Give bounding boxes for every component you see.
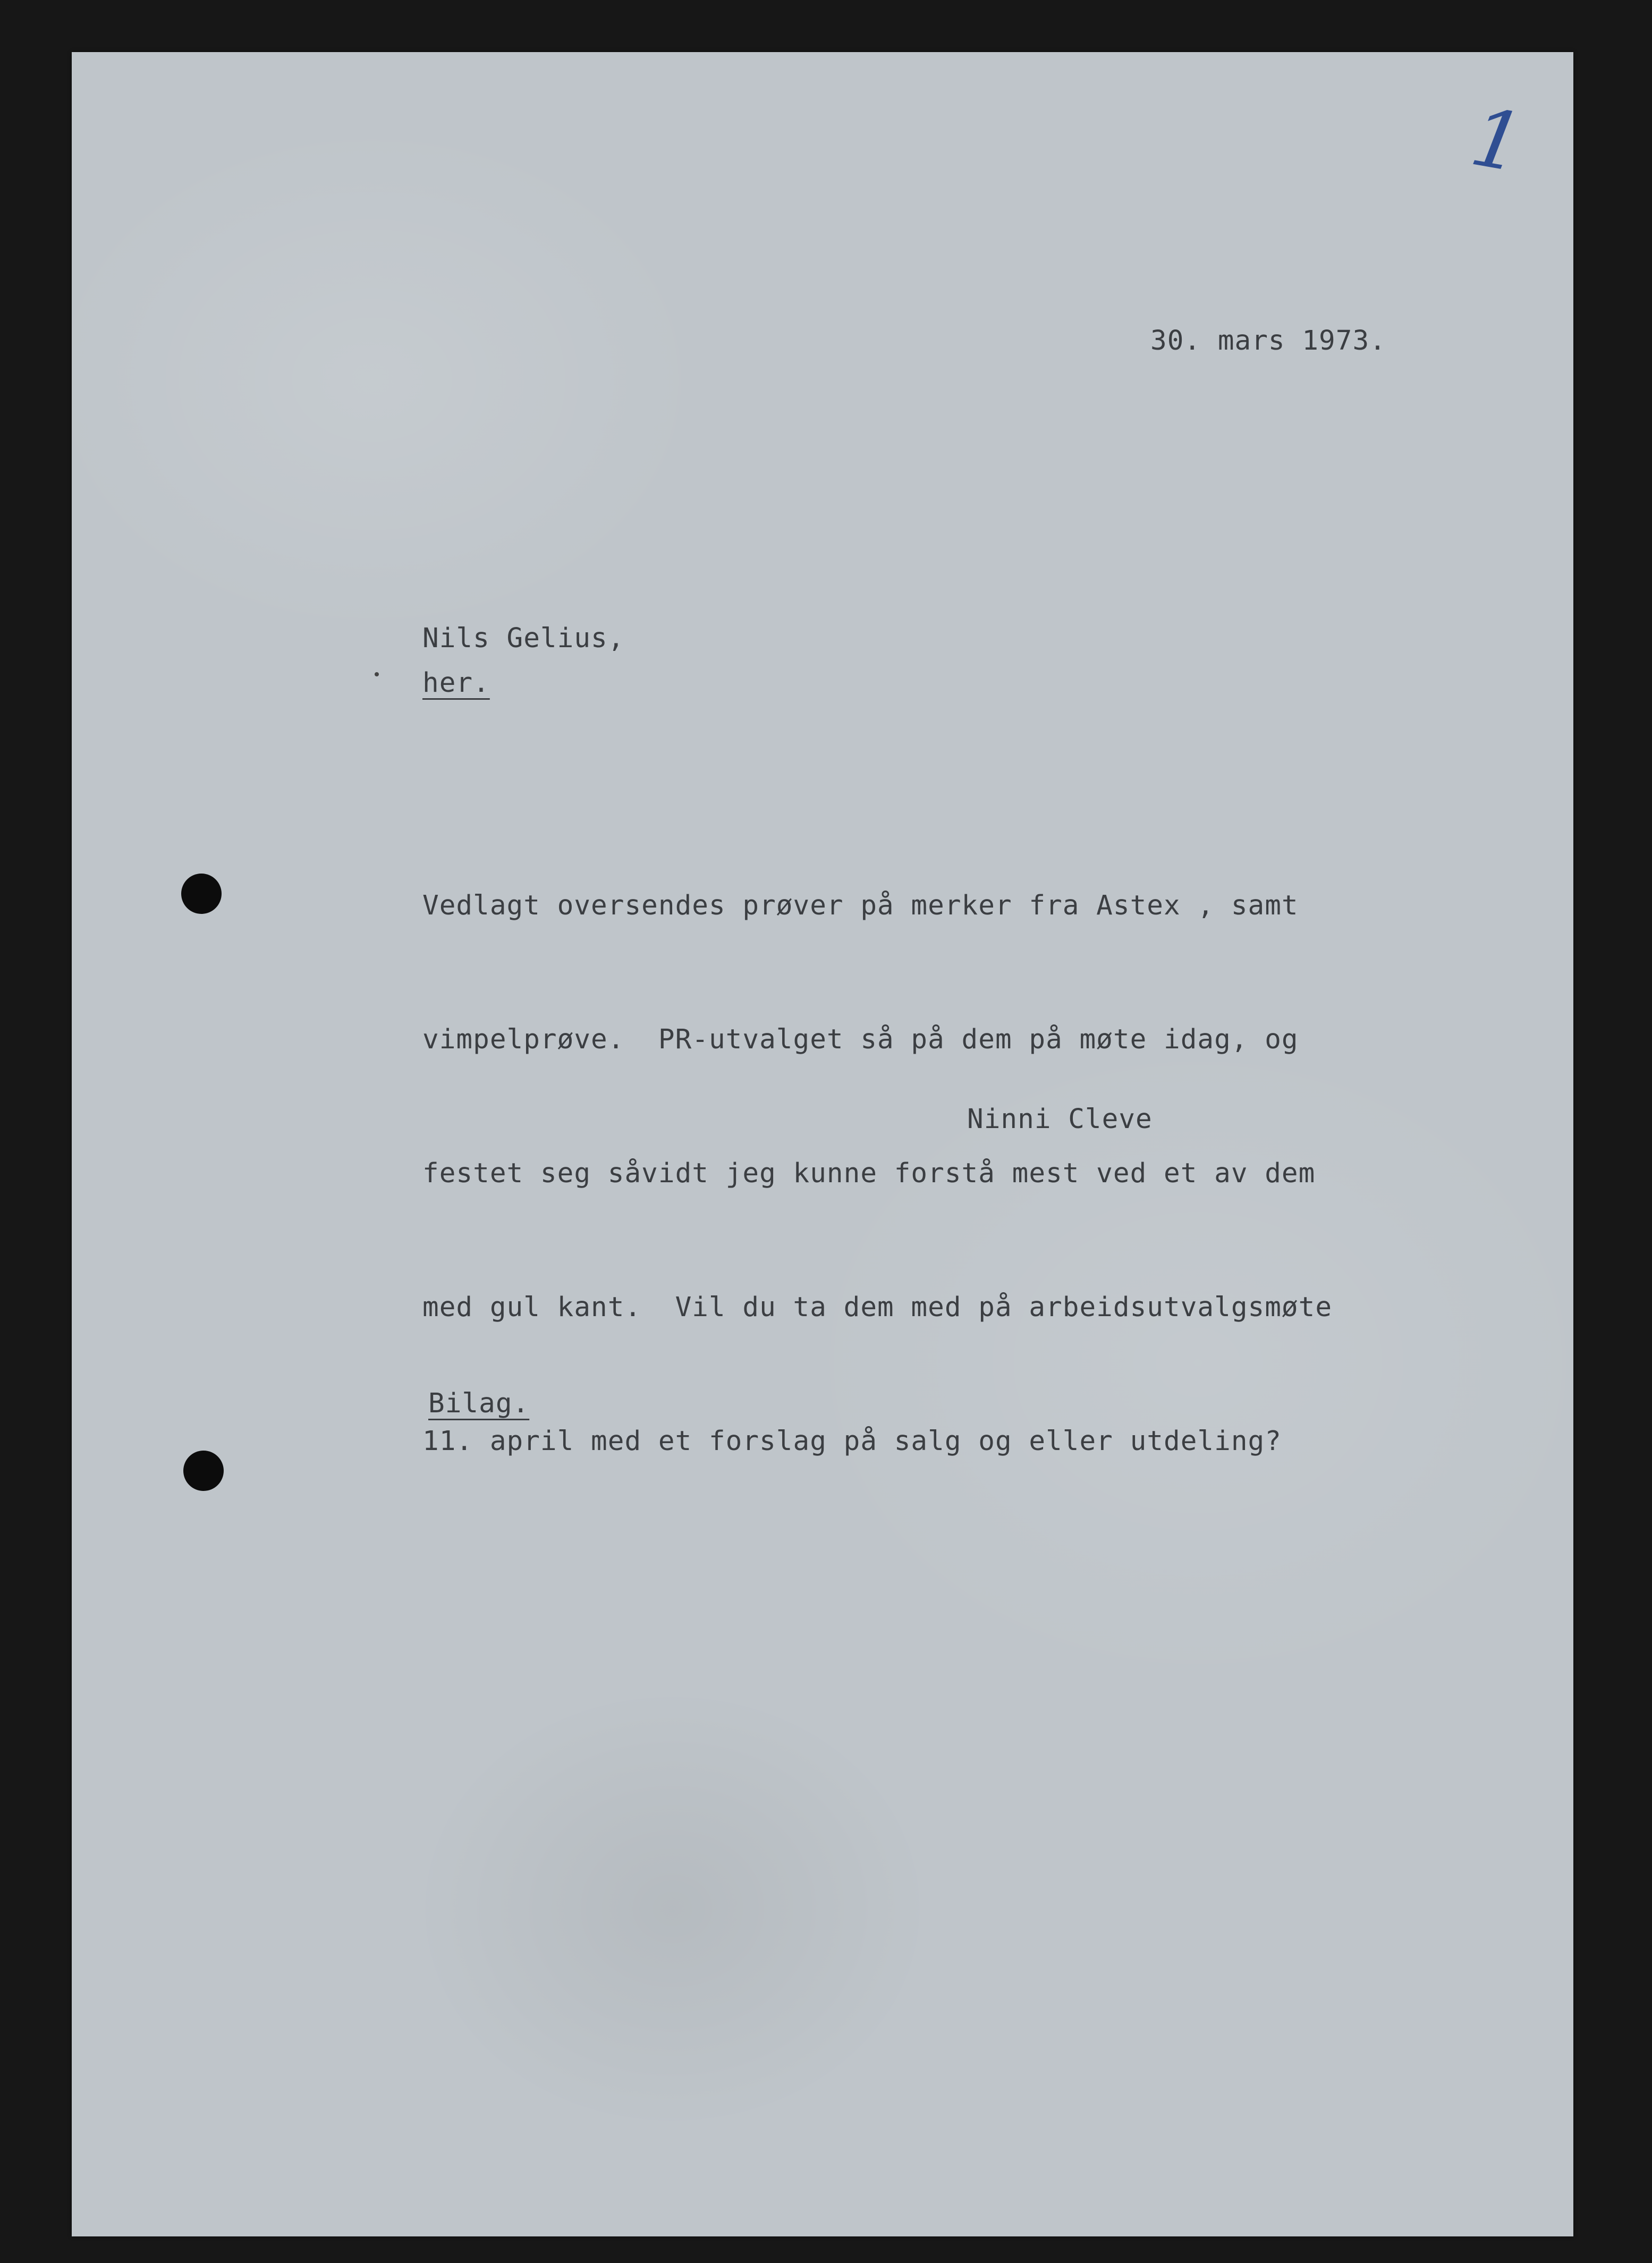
recipient-name: Nils Gelius,	[422, 623, 625, 654]
body-line: Vedlagt oversendes prøver på merker fra Astex , samt	[422, 890, 1299, 921]
paper-speck	[375, 672, 379, 676]
body-line: 11. april med et forslag på salg og eller utdeling?	[422, 1426, 1282, 1457]
punch-hole-bottom	[183, 1451, 224, 1491]
signature: Ninni Cleve	[967, 1104, 1153, 1135]
enclosure-note: Bilag.	[428, 1388, 530, 1419]
punch-hole-top	[181, 874, 222, 914]
body-line: med gul kant. Vil du ta dem med på arbeidsutvalgsmøte	[422, 1292, 1333, 1323]
handwritten-page-number: 1	[1464, 91, 1530, 191]
recipient-place: her.	[422, 667, 490, 699]
letter-date: 30. mars 1973.	[1150, 325, 1386, 357]
letter-body	[422, 794, 1332, 1553]
body-line: festet seg såvidt jeg kunne forstå mest ved et av dem	[422, 1158, 1316, 1189]
body-line: vimpelprøve. PR-utvalget så på dem på møte idag, og	[422, 1024, 1299, 1055]
